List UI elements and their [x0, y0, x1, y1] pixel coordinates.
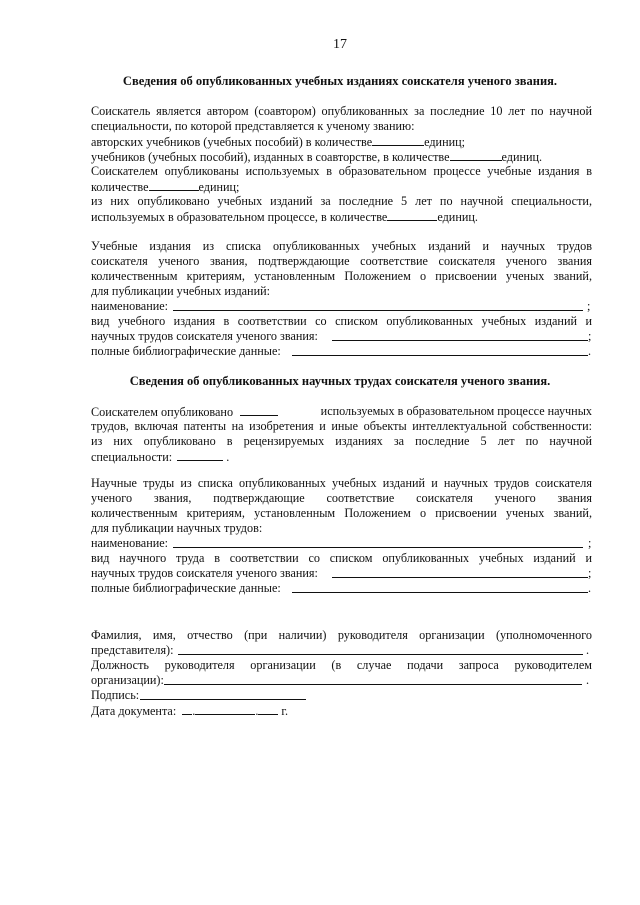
text-line: Учебные издания из списка опубликованных учебных изданий и научных трудов	[91, 239, 592, 253]
biblio-label: полные библиографические данные:	[91, 344, 281, 358]
count-blank[interactable]	[149, 179, 199, 191]
text-line	[91, 149, 542, 164]
text-span: используемых в образовательном процессе, в количестве	[91, 210, 388, 224]
text-span: специальности:	[91, 450, 173, 464]
type-field-line[interactable]	[332, 340, 588, 341]
text-line: трудов, включая патенты на изобретения и иные объекты интеллектуальной собственности:	[91, 419, 592, 433]
text-span: единиц.	[437, 210, 478, 224]
date-separator: .	[255, 704, 259, 718]
type-label: научных трудов соискателя ученого звания:	[91, 566, 318, 580]
position-field-line[interactable]	[164, 684, 582, 685]
text-line	[91, 449, 229, 464]
count-blank[interactable]	[387, 209, 437, 221]
text-span: используемых в образовательном процессе научных	[320, 404, 592, 418]
text-line: из них опубликовано в рецензируемых изданиях за последние 5 лет по научной	[91, 434, 592, 448]
semicolon: ;	[588, 566, 592, 580]
page-number: 17	[333, 37, 347, 52]
text-line: из них опубликовано учебных изданий за последние 5 лет по научной специальности,	[91, 194, 592, 208]
period: .	[588, 581, 592, 595]
biblio-label: полные библиографические данные:	[91, 581, 281, 595]
text-span: единиц;	[198, 180, 240, 194]
text-line: Должность руководителя организации (в случае подачи запроса руководителем	[91, 658, 592, 672]
position-label: организации):	[91, 673, 164, 687]
name-label: наименование:	[91, 536, 169, 550]
text-line: ученого звания, подтверждающие соответствие соискателя ученого звания	[91, 491, 592, 505]
text-span: единиц;	[424, 135, 466, 149]
name-field-line[interactable]	[173, 547, 583, 548]
date-label: Дата документа:	[91, 704, 177, 718]
text-line: Соискатель является автором (соавтором) опубликованных за последние 10 лет по научной	[91, 104, 592, 118]
text-line: количественным критериям, установленным Положением о присвоении ученых званий,	[91, 269, 592, 283]
text-span: .	[226, 450, 230, 464]
text-span: единиц.	[501, 150, 543, 164]
text-line: соискателя ученого звания, подтверждающие соответствие соискателя ученого звания	[91, 254, 592, 268]
period: .	[586, 673, 590, 687]
text-span: авторских учебников (учебных пособий) в количестве	[91, 135, 373, 149]
text-line: количественным критериям, установленным Положением о присвоении ученых званий,	[91, 506, 592, 520]
text-span: Соискателем опубликовано	[91, 405, 234, 419]
text-span: учебников (учебных пособий), изданных в соавторстве, в количестве	[91, 150, 450, 164]
signature-label: Подпись:	[91, 688, 140, 702]
text-line: Научные труды из списка опубликованных учебных изданий и научных трудов соискателя	[91, 476, 592, 490]
count-blank[interactable]	[372, 134, 424, 146]
signature-field-line[interactable]	[140, 699, 306, 700]
text-line: для публикации учебных изданий:	[91, 284, 271, 298]
date-separator: .	[192, 704, 196, 718]
semicolon: ;	[588, 329, 592, 343]
date-day-blank[interactable]	[182, 703, 192, 715]
period: .	[586, 643, 590, 657]
count-blank[interactable]	[240, 404, 278, 416]
section1-title: Сведения об опубликованных учебных изданиях соискателя ученого звания.	[122, 74, 558, 88]
count-blank[interactable]	[450, 149, 502, 161]
text-line	[91, 209, 478, 224]
text-line	[91, 134, 465, 149]
biblio-field-line[interactable]	[292, 592, 588, 593]
text-span: количестве	[91, 180, 149, 194]
text-line: для публикации научных трудов:	[91, 521, 263, 535]
period: .	[588, 344, 592, 358]
text-line	[91, 179, 239, 194]
text-line: Фамилия, имя, отчество (при наличии) руководителя организации (уполномоченного	[91, 628, 592, 642]
text-line	[91, 404, 592, 419]
name-label: наименование:	[91, 299, 169, 313]
text-line: специальности, по которой представляется к ученому званию:	[91, 119, 415, 133]
biblio-field-line[interactable]	[292, 355, 588, 356]
semicolon: ;	[587, 299, 591, 313]
date-year-blank[interactable]	[258, 703, 278, 715]
count-blank[interactable]	[177, 449, 223, 461]
date-month-blank[interactable]	[195, 703, 255, 715]
section2-title: Сведения об опубликованных научных трудах соискателя ученого звания.	[129, 374, 551, 388]
text-line: вид научного труда в соответствии со списком опубликованных учебных изданий и	[91, 551, 592, 565]
year-suffix: г.	[281, 704, 289, 718]
fio-label: представителя):	[91, 643, 174, 657]
text-line: вид учебного издания в соответствии со списком опубликованных учебных изданий и	[91, 314, 592, 328]
type-label: научных трудов соискателя ученого звания:	[91, 329, 318, 343]
text-line: Соискателем опубликованы используемых в образовательном процессе учебные издания в	[91, 164, 592, 178]
name-field-line[interactable]	[173, 310, 583, 311]
semicolon: ;	[588, 536, 592, 550]
type-field-line[interactable]	[332, 577, 588, 578]
fio-field-line[interactable]	[178, 654, 583, 655]
date-row	[91, 703, 288, 718]
